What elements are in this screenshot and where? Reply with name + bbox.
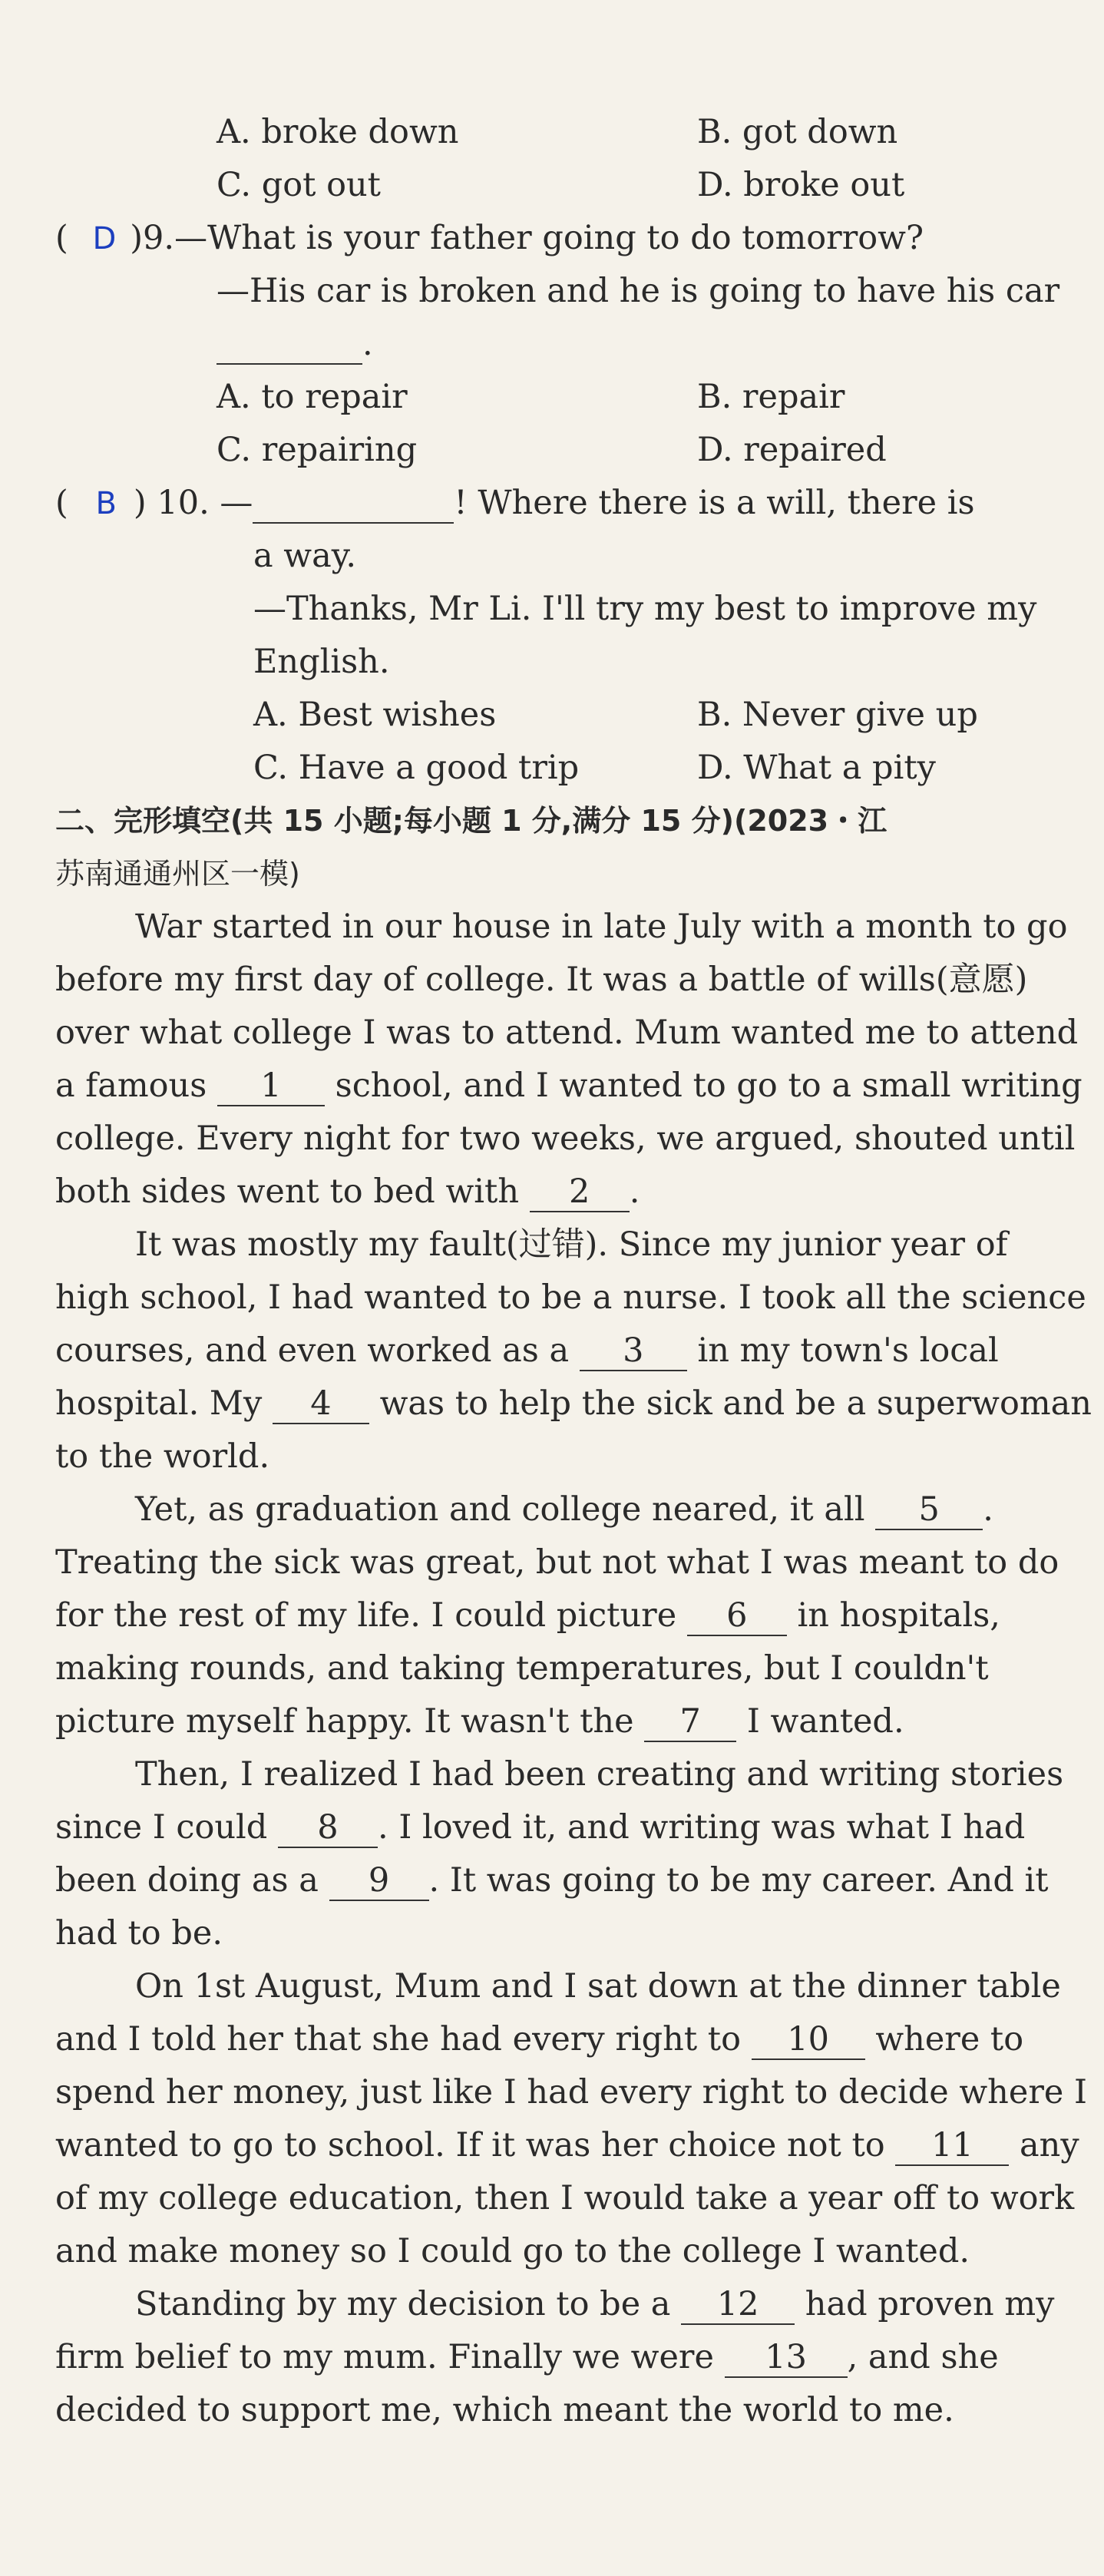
p6-line1-a: Standing by my decision to be a [135, 2285, 671, 2323]
blank-5: 5 [875, 1490, 983, 1530]
p2-line5: to the world. [55, 1437, 270, 1476]
p1-line5: college. Every night for two weeks, we argued, shouted until [55, 1119, 1076, 1158]
p5-line3: spend her money, just like I had every right to decide where I [55, 2073, 1087, 2111]
p5-line4-b: any [1020, 2126, 1079, 2164]
q10-option-a: A. Best wishes [253, 696, 497, 734]
p2-line4-a: hospital. My [55, 1384, 263, 1423]
q10-option-c: C. Have a good trip [253, 749, 580, 787]
q9-answer: D [92, 221, 117, 256]
section-heading-line1: 二、完形填空(共 15 小题;每小题 1 分,满分 15 分)(2023・江 [55, 804, 887, 838]
q8-option-b: B. got down [697, 113, 898, 151]
p4-line2-a: since I could [55, 1808, 268, 1847]
q10-question: ( B ) 10. — ! Where there is a will, there is [55, 484, 975, 522]
q10-line1: ! Where there is a will, there is [454, 484, 975, 522]
blank-13: 13 [725, 2338, 848, 2378]
p5-line2 [55, 2016, 1073, 2062]
q8-option-c: C. got out [217, 166, 381, 204]
q9-option-a: A. to repair [217, 378, 408, 416]
p5-line5: of my college education, then I would take a year off to work [55, 2179, 1075, 2217]
p1-line4-a: a famous [55, 1066, 207, 1105]
p6-line2 [55, 2334, 1073, 2380]
p3-line3 [55, 1592, 1073, 1639]
p2-line4-b: was to help the sick and be a superwoman [379, 1384, 1092, 1423]
p3-line3-a: for the rest of my life. I could picture [55, 1596, 677, 1635]
blank-2: 2 [530, 1172, 630, 1212]
blank-10: 10 [752, 2020, 865, 2060]
q9-paren-open: ( [55, 219, 68, 257]
p6-line2-a: firm belief to my mum. Finally we were [55, 2338, 714, 2376]
blank-6: 6 [687, 1596, 787, 1636]
p4-line3-a: been doing as a [55, 1861, 319, 1900]
p3-line2: Treating the sick was great, but not what I was meant to do [55, 1543, 1059, 1582]
p4-line2 [55, 1804, 1073, 1850]
p2-line3-b: in my town's local [697, 1331, 999, 1370]
p3-line1-a: Yet, as graduation and college neared, it all [135, 1490, 865, 1529]
p6-line1 [135, 2281, 1073, 2327]
q9-blank [217, 325, 362, 365]
q10-line3: —Thanks, Mr Li. I'll try my best to improve my [253, 590, 1037, 628]
q10-answer: B [95, 486, 117, 521]
blank-12: 12 [681, 2285, 795, 2325]
blank-8: 8 [278, 1808, 378, 1848]
p3-line5-b: I wanted. [746, 1702, 904, 1741]
q9-blank-line: . [217, 321, 1073, 367]
p3-line1-b: . [983, 1490, 993, 1529]
p5-line4-a: wanted to go to school. If it was her choice not to [55, 2126, 885, 2164]
p3-line1 [135, 1486, 1073, 1533]
p5-line6: and make money so I could go to the college I wanted. [55, 2232, 970, 2270]
p1-line6-b: . [629, 1172, 640, 1211]
p5-line2-a: and I told her that she had every right to [55, 2020, 741, 2058]
p3-line5-a: picture myself happy. It wasn't the [55, 1702, 634, 1741]
p3-line4: making rounds, and taking temperatures, but I couldn't [55, 1649, 989, 1688]
p4-line1: Then, I realized I had been creating and writing stories [135, 1755, 1064, 1794]
p3-line5 [55, 1698, 1073, 1744]
p1-line6-a: both sides went to bed with [55, 1172, 520, 1211]
q10-line2: a way. [253, 537, 356, 575]
p1-line1: War started in our house in late July with a month to go [135, 908, 1068, 946]
p3-line3-b: in hospitals, [797, 1596, 1000, 1635]
p1-line4-b: school, and I wanted to go to a small writing [335, 1066, 1083, 1105]
blank-9: 9 [329, 1861, 429, 1901]
p2-line4 [55, 1381, 1092, 1427]
blank-4: 4 [273, 1384, 369, 1424]
p1-line3: over what college I was to attend. Mum wanted me to attend [55, 1014, 1079, 1052]
p2-line1: It was mostly my fault(过错). Since my junior year of [135, 1225, 1008, 1264]
q9-question [55, 215, 1073, 262]
blank-1: 1 [217, 1066, 325, 1106]
p5-line2-b: where to [875, 2020, 1024, 2058]
q10-paren-open: ( [55, 484, 68, 522]
p5-line1: On 1st August, Mum and I sat down at the dinner table [135, 1967, 1061, 2006]
p2-line3 [55, 1328, 1073, 1374]
q9-option-b: B. repair [697, 378, 845, 416]
p1-line6 [55, 1169, 1073, 1215]
p4-line2-b: . I loved it, and writing was what I had [377, 1808, 1026, 1847]
q10-option-b: B. Never give up [697, 696, 978, 734]
section-heading-line2: 苏南通通州区一模) [55, 857, 300, 891]
q9-number: )9. [130, 219, 175, 257]
q10-line4: English. [253, 643, 390, 681]
q9-option-c: C. repairing [217, 431, 418, 469]
p6-line1-b: had proven my [805, 2285, 1055, 2323]
blank-11: 11 [895, 2126, 1009, 2166]
p2-line3-a: courses, and even worked as a [55, 1331, 570, 1370]
p1-line2: before my first day of college. It was a battle of wills(意愿) [55, 961, 1028, 999]
blank-3: 3 [580, 1331, 687, 1371]
p4-line3-b: . It was going to be my career. And it [428, 1861, 1049, 1900]
q9-line1: —What is your father going to do tomorrow? [174, 219, 924, 257]
p4-line3 [55, 1857, 1073, 1903]
p5-line4 [55, 2122, 1079, 2168]
q8-option-a: A. broke down [217, 113, 459, 151]
p1-line4 [55, 1063, 1083, 1109]
q9-line2: —His car is broken and he is going to have his car [217, 272, 1060, 310]
q10-blank [253, 484, 454, 524]
p6-line2-b: , and she [847, 2338, 999, 2376]
q9-option-d: D. repaired [697, 431, 887, 469]
p2-line2: high school, I had wanted to be a nurse. I took all the science [55, 1278, 1086, 1317]
blank-7: 7 [644, 1702, 736, 1742]
p4-line4: had to be. [55, 1914, 223, 1953]
q10-number: ) 10. [133, 484, 210, 522]
p6-line3: decided to support me, which meant the world to me. [55, 2391, 954, 2429]
q8-option-d: D. broke out [697, 166, 905, 204]
q10-option-d: D. What a pity [697, 749, 936, 787]
